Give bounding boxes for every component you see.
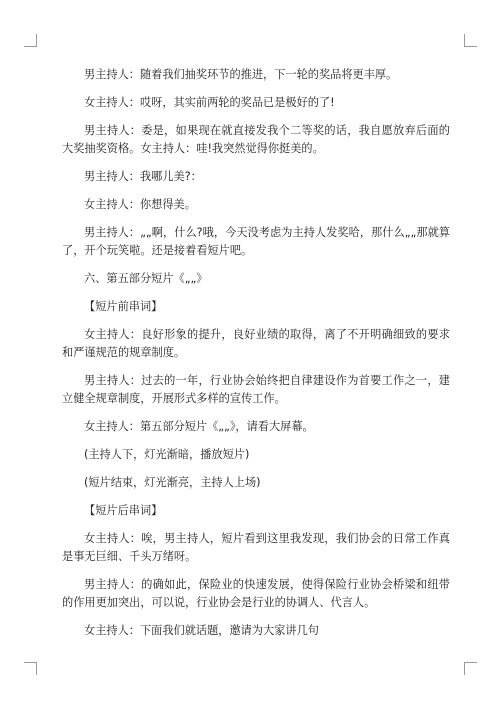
dialogue-line: 女主持人：第五部分短片《„„》，请看大屏幕。: [84, 420, 314, 433]
segment-label: 【短片后串词】: [84, 504, 163, 517]
dialogue-line: 女主持人：良好形象的提升，良好业绩的取得，离了不开明确细致的要求和严谨规范的规章制度。: [62, 328, 450, 359]
dialogue-line: 男主持人：我哪儿美?：: [84, 170, 202, 183]
dialogue-line: 女主持人：唉，男主持人，短片看到这里我发现，我们协会的日常工作真是事无巨细、千头万绪呀。: [62, 532, 450, 563]
dialogue-line: 男主持人：的确如此，保险业的快速发展，使得保险行业协会桥梁和纽带的作用更加突出，可以说，行业协会是行业的协调人、代言人。: [62, 578, 450, 609]
stage-direction: (主持人下，灯光渐暗，播放短片): [84, 448, 250, 461]
dialogue-line: 男主持人：„„啊，什么?哦，今天没考虑为主持人发奖哈，那什么„„那就算了，开个玩笑啦。还是接着看短片吧。: [62, 226, 450, 257]
dialogue-line: 男主持人：随着我们抽奖环节的推进，下一轮的奖品将更丰厚。: [84, 68, 398, 81]
dialogue-line: 女主持人：你想得美。: [84, 198, 196, 211]
crop-mark-bottom-left: [24, 662, 37, 675]
stage-direction: (短片结束，灯光渐亮，主持人上场): [84, 476, 261, 489]
section-heading: 六、第五部分短片《„„》: [84, 272, 208, 285]
dialogue-line: 男主持人：委是，如果现在就直接发我个二等奖的话，我自愿放弃后面的大奖抽奖资格。女主持人：哇!我突然觉得你挺美的。: [62, 124, 450, 155]
document-body: [62, 66, 450, 650]
dialogue-line: 男主持人：过去的一年，行业协会始终把自律建设作为首要工作之一，建立健全规章制度，开展形式多样的宣传工作。: [62, 374, 450, 405]
crop-mark-bottom-right: [464, 662, 477, 675]
dialogue-line: 女主持人：哎呀，其实前两轮的奖品已是极好的了!: [84, 96, 335, 109]
segment-label: 【短片前串词】: [84, 300, 163, 313]
crop-mark-top-left: [24, 34, 37, 47]
dialogue-line: 女主持人：下面我们就话题，邀请为大家讲几句: [84, 624, 319, 637]
crop-mark-top-right: [464, 34, 477, 47]
